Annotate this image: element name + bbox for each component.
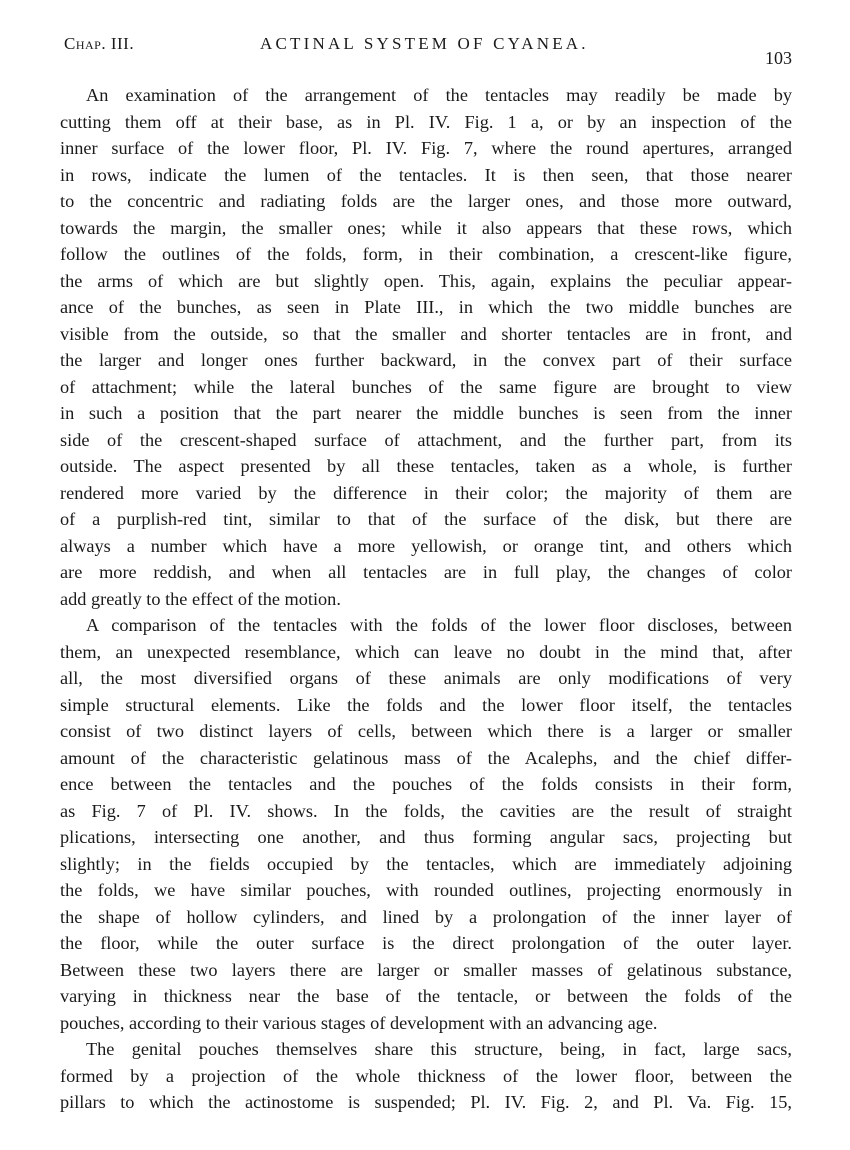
text-line: towards the margin, the smaller ones; while it also appears that these rows, which (60, 217, 792, 238)
text-line: cutting them off at their base, as in Pl. IV. Fig. 1 a, or by an inspection of the (60, 111, 792, 132)
chapter-label: Chap. III. (64, 34, 135, 53)
text-line: varying in thickness near the base of the tentacle, or between the folds of the (60, 986, 792, 1006)
text-line: follow the outlines of the folds, form, in their combination, a crescent-like figure, (60, 244, 792, 264)
text-line: side of the crescent-shaped surface of attachment, and the further part, from its (60, 429, 792, 450)
page-number: 103 (765, 48, 792, 68)
text-line: the larger and longer ones further backward, in the convex part of their surface (60, 350, 792, 370)
text-line: them, an unexpected resemblance, which can leave no doubt in the mind that, after (60, 641, 792, 662)
text-line: all, the most diversified organs of these animals are only modifications of very (60, 668, 792, 688)
running-title: ACTINAL SYSTEM OF CYANEA. (260, 34, 589, 53)
paragraph-1 (60, 82, 792, 612)
text-line: outside. The aspect presented by all these tentacles, taken as a whole, is further (60, 456, 792, 476)
text-line: to the concentric and radiating folds are the larger ones, and those more outward, (60, 191, 792, 211)
text-line: ence between the tentacles and the pouches of the folds consists in their form, (60, 774, 792, 794)
text-line: add greatly to the effect of the motion. (60, 588, 341, 609)
text-line: ance of the bunches, as seen in Plate III., in which the two middle bunches are (60, 297, 792, 317)
text-line: amount of the characteristic gelatinous mass of the Acalephs, and the chief differ- (60, 747, 792, 768)
text-line: of attachment; while the lateral bunches of the same figure are brought to view (60, 376, 792, 397)
text-line: in such a position that the part nearer the middle bunches is seen from the inner (60, 403, 792, 423)
text-line: in rows, indicate the lumen of the tentacles. It is then seen, that those nearer (60, 164, 792, 185)
paragraph-3 (60, 1036, 792, 1116)
text-line: of a purplish-red tint, similar to that of the surface of the disk, but there are (60, 509, 792, 529)
text-line: are more reddish, and when all tentacles are in full play, the changes of color (60, 562, 792, 582)
text-line: slightly; in the fields occupied by the tentacles, which are immediately adjoining (60, 853, 792, 874)
paragraph-2 (60, 612, 792, 1036)
text-line: the folds, we have similar pouches, with rounded outlines, projecting enormously in (60, 880, 792, 900)
text-line: Between these two layers there are larger or smaller masses of gelatinous substance, (60, 959, 792, 980)
text-line: pouches, according to their various stages of development with an advancing age. (60, 1012, 658, 1033)
text-line: the arms of which are but slightly open. This, again, explains the peculiar appear- (60, 270, 792, 291)
text-line: The genital pouches themselves share this structure, being, in fact, large sacs, (86, 1039, 792, 1059)
text-line: the floor, while the outer surface is the direct prolongation of the outer layer. (60, 933, 792, 953)
text-line: consist of two distinct layers of cells, between which there is a larger or smaller (60, 721, 792, 741)
text-line: plications, intersecting one another, and thus forming angular sacs, projecting but (60, 827, 792, 847)
text-line: the shape of hollow cylinders, and lined by a prolongation of the inner layer of (60, 906, 792, 927)
text-line: An examination of the arrangement of the tentacles may readily be made by (86, 85, 792, 105)
text-line: rendered more varied by the difference in their color; the majority of them are (60, 482, 792, 503)
body-text (60, 82, 792, 1116)
text-line: visible from the outside, so that the smaller and shorter tentacles are in front, and (60, 323, 792, 344)
text-line: inner surface of the lower floor, Pl. IV. Fig. 7, where the round apertures, arranged (60, 138, 792, 158)
text-line: A comparison of the tentacles with the folds of the lower floor discloses, between (86, 615, 792, 635)
text-line: pillars to which the actinostome is suspended; Pl. IV. Fig. 2, and Pl. Va. Fig. 15, (60, 1092, 792, 1112)
text-line: as Fig. 7 of Pl. IV. shows. In the folds, the cavities are the result of straight (60, 800, 792, 821)
text-line: formed by a projection of the whole thickness of the lower floor, between the (60, 1065, 792, 1086)
text-line: always a number which have a more yellowish, or orange tint, and others which (60, 535, 792, 556)
running-head (64, 34, 794, 68)
text-line: simple structural elements. Like the folds and the lower floor itself, the tentacles (60, 694, 792, 715)
